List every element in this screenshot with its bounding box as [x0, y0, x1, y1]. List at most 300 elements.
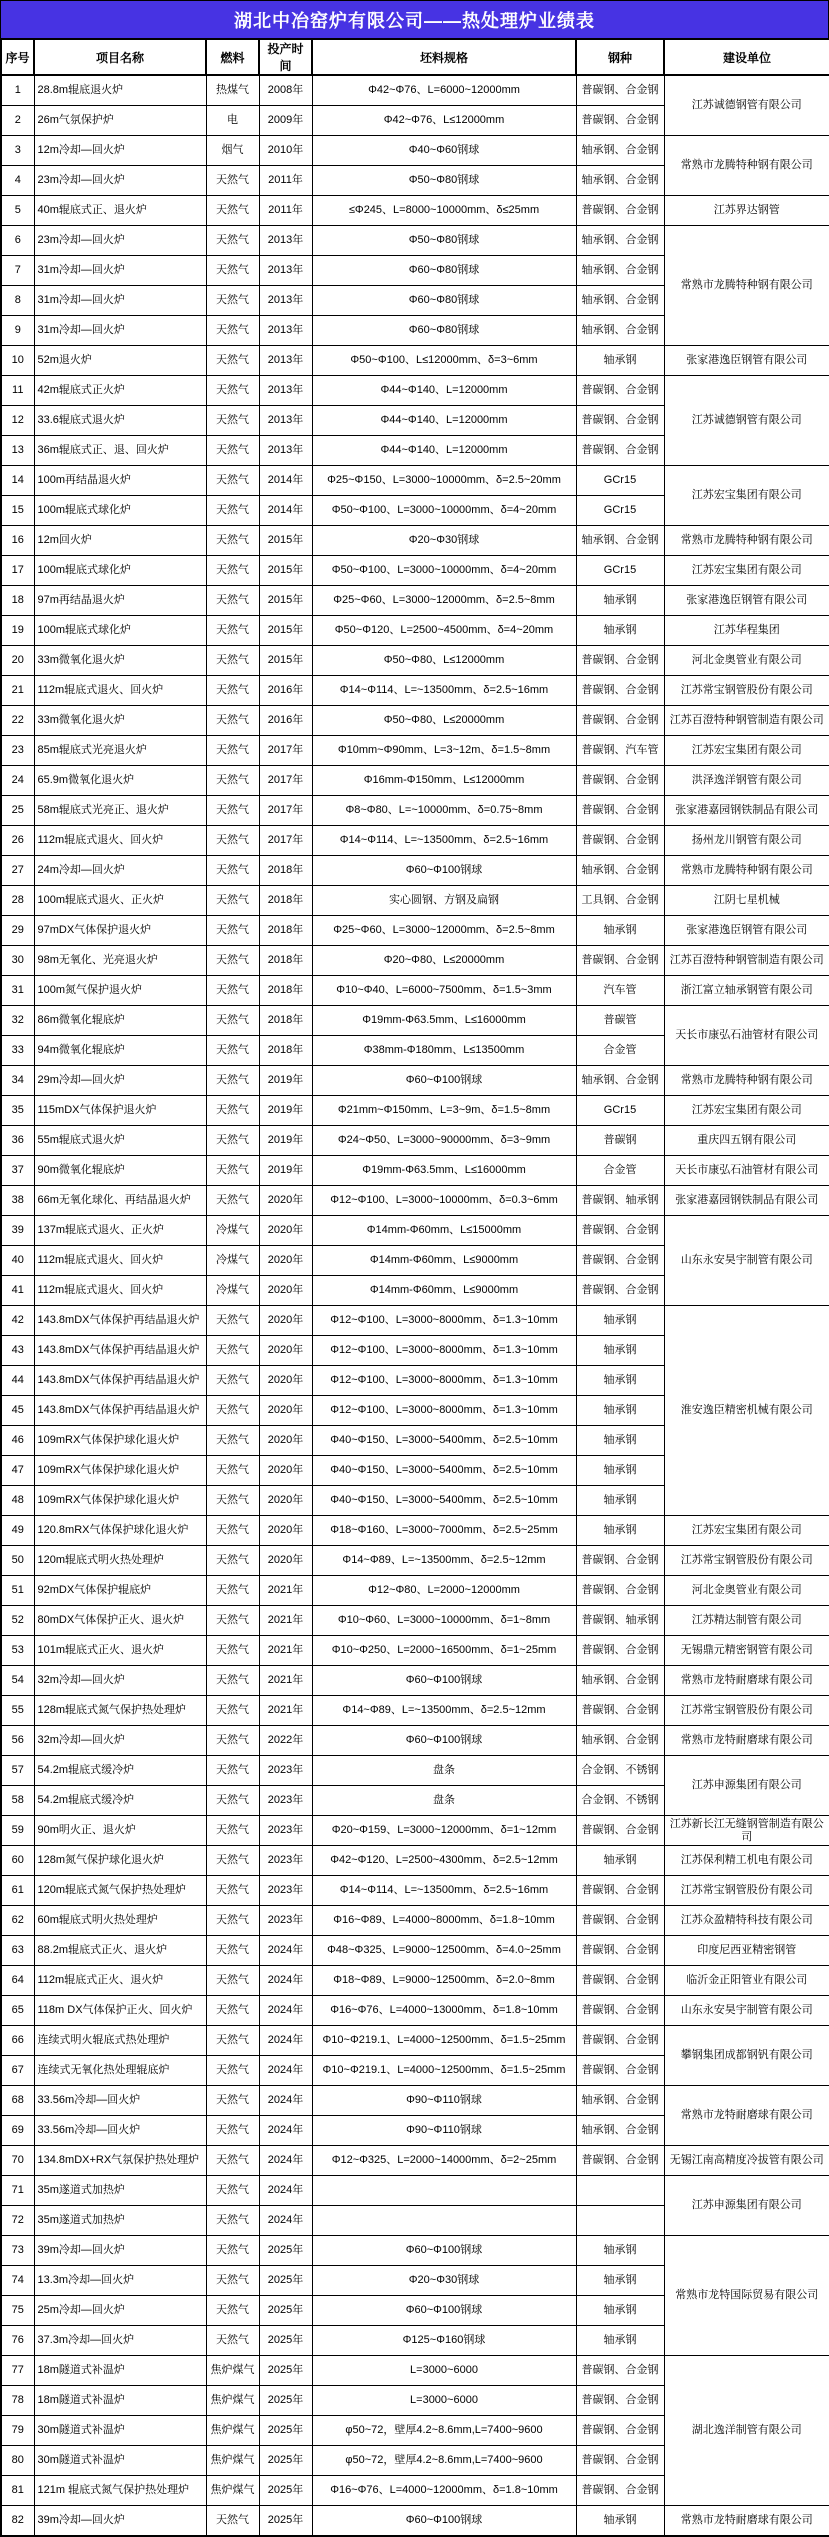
construction-unit-cell: 江苏华程集团	[664, 616, 829, 646]
steel-cell	[576, 2206, 664, 2236]
year-cell: 2013年	[259, 226, 312, 256]
fuel-cell: 焦炉煤气	[206, 2386, 259, 2416]
construction-unit-cell: 天长市康弘石油管材有限公司	[664, 1156, 829, 1186]
steel-cell: 普碳钢、合金钢	[576, 646, 664, 676]
fuel-cell: 天然气	[206, 1936, 259, 1966]
steel-cell: 普碳钢、合金钢	[576, 106, 664, 136]
row-number: 34	[1, 1066, 34, 1096]
spec-cell: Φ10~Φ60、L=3000~10000mm、δ=1~8mm	[312, 1606, 576, 1636]
project-name-cell: 100m辊底式球化炉	[34, 616, 206, 646]
project-name-cell: 37.3m冷却—回火炉	[34, 2326, 206, 2356]
fuel-cell: 天然气	[206, 1006, 259, 1036]
fuel-cell: 天然气	[206, 406, 259, 436]
steel-cell: 轴承钢	[576, 1486, 664, 1516]
year-cell: 2025年	[259, 2266, 312, 2296]
col-header-unit: 建设单位	[664, 39, 829, 75]
spec-cell: Φ44~Φ140、L=12000mm	[312, 436, 576, 466]
row-number: 28	[1, 886, 34, 916]
spec-cell: Φ40~Φ150、L=3000~5400mm、δ=2.5~10mm	[312, 1456, 576, 1486]
spec-cell: 盘条	[312, 1756, 576, 1786]
row-number: 20	[1, 646, 34, 676]
steel-cell: 普碳钢、合金钢	[576, 436, 664, 466]
table-row	[1, 226, 829, 256]
row-number: 71	[1, 2176, 34, 2206]
project-name-cell: 100m氮气保护退火炉	[34, 976, 206, 1006]
spec-cell: ≤Φ245、L=8000~10000mm、δ≤25mm	[312, 196, 576, 226]
table-row	[1, 886, 829, 916]
row-number: 49	[1, 1516, 34, 1546]
row-number: 56	[1, 1726, 34, 1756]
project-name-cell: 143.8mDX气体保护再结晶退火炉	[34, 1366, 206, 1396]
steel-cell: 轴承钢、合金钢	[576, 286, 664, 316]
steel-cell: GCr15	[576, 1096, 664, 1126]
fuel-cell: 天然气	[206, 1486, 259, 1516]
fuel-cell: 天然气	[206, 196, 259, 226]
project-name-cell: 23m冷却—回火炉	[34, 166, 206, 196]
construction-unit-cell: 常熟市龙特耐磨球有限公司	[664, 2086, 829, 2146]
row-number: 60	[1, 1846, 34, 1876]
project-name-cell: 25m冷却—回火炉	[34, 2296, 206, 2326]
project-name-cell: 86m微氧化辊底炉	[34, 1006, 206, 1036]
spec-cell: 盘条	[312, 1786, 576, 1816]
row-number: 47	[1, 1456, 34, 1486]
row-number: 27	[1, 856, 34, 886]
project-name-cell: 112m辊底式退火、回火炉	[34, 676, 206, 706]
steel-cell: 普碳钢、合金钢	[576, 1966, 664, 1996]
project-name-cell: 52m退火炉	[34, 346, 206, 376]
year-cell: 2020年	[259, 1516, 312, 1546]
construction-unit-cell: 淮安逸臣精密机械有限公司	[664, 1306, 829, 1516]
project-name-cell: 100m辊底式球化炉	[34, 556, 206, 586]
spec-cell: Φ12~Φ100、L=3000~8000mm、δ=1.3~10mm	[312, 1366, 576, 1396]
year-cell: 2017年	[259, 766, 312, 796]
steel-cell: 普碳钢、合金钢	[576, 1996, 664, 2026]
project-name-cell: 128m氮气保护球化退火炉	[34, 1846, 206, 1876]
spec-cell: Φ60~Φ100钢球	[312, 1726, 576, 1756]
table-row	[1, 1876, 829, 1906]
project-name-cell: 60m辊底式明火热处理炉	[34, 1906, 206, 1936]
construction-unit-cell: 江苏新长江无缝钢管制造有限公司	[664, 1816, 829, 1846]
construction-unit-cell: 天长市康弘石油管材有限公司	[664, 1006, 829, 1066]
year-cell: 2020年	[259, 1336, 312, 1366]
steel-cell: 轴承钢	[576, 1516, 664, 1546]
fuel-cell: 天然气	[206, 586, 259, 616]
project-name-cell: 92mDX气体保护辊底炉	[34, 1576, 206, 1606]
fuel-cell: 天然气	[206, 2176, 259, 2206]
steel-cell: 轴承钢	[576, 2506, 664, 2537]
row-number: 79	[1, 2416, 34, 2446]
table-row	[1, 1096, 829, 1126]
row-number: 44	[1, 1366, 34, 1396]
spec-cell: Φ21mm~Φ150mm、L=3~9m、δ=1.5~8mm	[312, 1096, 576, 1126]
construction-unit-cell: 常熟市龙特耐磨球有限公司	[664, 1726, 829, 1756]
fuel-cell: 天然气	[206, 1156, 259, 1186]
construction-unit-cell: 常熟市龙腾特种钢有限公司	[664, 226, 829, 346]
project-name-cell: 134.8mDX+RX气氛保护热处理炉	[34, 2146, 206, 2176]
fuel-cell: 天然气	[206, 1396, 259, 1426]
row-number: 48	[1, 1486, 34, 1516]
row-number: 64	[1, 1966, 34, 1996]
year-cell: 2021年	[259, 1696, 312, 1726]
steel-cell: 普碳钢、合金钢	[576, 826, 664, 856]
row-number: 3	[1, 136, 34, 166]
construction-unit-cell: 江苏宏宝集团有限公司	[664, 556, 829, 586]
row-number: 74	[1, 2266, 34, 2296]
table-row	[1, 706, 829, 736]
project-name-cell: 31m冷却—回火炉	[34, 256, 206, 286]
year-cell: 2017年	[259, 736, 312, 766]
project-name-cell: 143.8mDX气体保护再结晶退火炉	[34, 1306, 206, 1336]
project-name-cell: 101m辊底式正火、退火炉	[34, 1636, 206, 1666]
spec-cell: Φ12~Φ100、L=3000~8000mm、δ=1.3~10mm	[312, 1396, 576, 1426]
table-row	[1, 1726, 829, 1756]
steel-cell: 合金管	[576, 1156, 664, 1186]
row-number: 43	[1, 1336, 34, 1366]
year-cell: 2020年	[259, 1246, 312, 1276]
spec-cell: Φ125~Φ160钢球	[312, 2326, 576, 2356]
construction-unit-cell: 常熟市龙特国际贸易有限公司	[664, 2236, 829, 2356]
fuel-cell: 电	[206, 106, 259, 136]
table-row	[1, 1576, 829, 1606]
steel-cell: 合金钢、不锈钢	[576, 1786, 664, 1816]
spec-cell	[312, 2206, 576, 2236]
year-cell: 2018年	[259, 916, 312, 946]
fuel-cell: 天然气	[206, 1426, 259, 1456]
steel-cell: 普碳钢、合金钢	[576, 1576, 664, 1606]
construction-unit-cell: 洪泽逸洋钢管有限公司	[664, 766, 829, 796]
fuel-cell: 天然气	[206, 946, 259, 976]
spec-cell: L=3000~6000	[312, 2356, 576, 2386]
table-row	[1, 856, 829, 886]
construction-unit-cell: 常熟市龙腾特种钢有限公司	[664, 526, 829, 556]
steel-cell: 普碳钢	[576, 1126, 664, 1156]
steel-cell: 轴承钢、合金钢	[576, 316, 664, 346]
fuel-cell: 天然气	[206, 646, 259, 676]
spec-cell	[312, 2176, 576, 2206]
year-cell: 2021年	[259, 1576, 312, 1606]
year-cell: 2023年	[259, 1756, 312, 1786]
col-header-fuel: 燃料	[206, 39, 259, 75]
year-cell: 2023年	[259, 1816, 312, 1846]
fuel-cell: 冷煤气	[206, 1276, 259, 1306]
year-cell: 2020年	[259, 1396, 312, 1426]
project-name-cell: 连续式无氧化热处理辊底炉	[34, 2056, 206, 2086]
spec-cell: Φ14~Φ89、L=~13500mm、δ=2.5~12mm	[312, 1696, 576, 1726]
row-number: 50	[1, 1546, 34, 1576]
construction-unit-cell: 重庆四五钢有限公司	[664, 1126, 829, 1156]
spec-cell: Φ50~Φ80钢球	[312, 226, 576, 256]
project-name-cell: 30m隧道式补温炉	[34, 2446, 206, 2476]
spec-cell: Φ14~Φ114、L=~13500mm、δ=2.5~16mm	[312, 676, 576, 706]
project-name-cell: 33.56m冷却—回火炉	[34, 2086, 206, 2116]
fuel-cell: 天然气	[206, 166, 259, 196]
spec-cell: Φ19mm-Φ63.5mm、L≤16000mm	[312, 1156, 576, 1186]
spec-cell: Φ10mm~Φ90mm、L=3~12m、δ=1.5~8mm	[312, 736, 576, 766]
table-row	[1, 2236, 829, 2266]
spec-cell: Φ12~Φ100、L=3000~10000mm、δ=0.3~6mm	[312, 1186, 576, 1216]
table-row	[1, 2086, 829, 2116]
construction-unit-cell: 浙江富立轴承钢管有限公司	[664, 976, 829, 1006]
year-cell: 2013年	[259, 376, 312, 406]
project-name-cell: 18m隧道式补温炉	[34, 2386, 206, 2416]
construction-unit-cell: 常熟市龙特耐磨球有限公司	[664, 1666, 829, 1696]
project-name-cell: 54.2m辊底式缓冷炉	[34, 1786, 206, 1816]
steel-cell: 轴承钢	[576, 2296, 664, 2326]
table-row	[1, 1906, 829, 1936]
fuel-cell: 天然气	[206, 2296, 259, 2326]
year-cell: 2024年	[259, 2056, 312, 2086]
table-row	[1, 826, 829, 856]
steel-cell: 普碳钢、合金钢	[576, 1636, 664, 1666]
spec-cell: Φ40~Φ150、L=3000~5400mm、δ=2.5~10mm	[312, 1426, 576, 1456]
fuel-cell: 天然气	[206, 1996, 259, 2026]
spec-cell: Φ60~Φ100钢球	[312, 2236, 576, 2266]
steel-cell: 轴承钢	[576, 1306, 664, 1336]
construction-unit-cell: 江苏申源集团有限公司	[664, 2176, 829, 2236]
year-cell: 2020年	[259, 1486, 312, 1516]
construction-unit-cell: 常熟市龙特耐磨球有限公司	[664, 2506, 829, 2537]
fuel-cell: 天然气	[206, 1906, 259, 1936]
row-number: 77	[1, 2356, 34, 2386]
spec-cell: Φ60~Φ100钢球	[312, 1066, 576, 1096]
row-number: 18	[1, 586, 34, 616]
spec-cell: Φ10~Φ40、L=6000~7500mm、δ=1.5~3mm	[312, 976, 576, 1006]
fuel-cell: 热煤气	[206, 75, 259, 106]
spec-cell: Φ50~Φ100、L=3000~10000mm、δ=4~20mm	[312, 496, 576, 526]
fuel-cell: 天然气	[206, 2086, 259, 2116]
row-number: 21	[1, 676, 34, 706]
year-cell: 2015年	[259, 586, 312, 616]
year-cell: 2009年	[259, 106, 312, 136]
spec-cell: Φ50~Φ80、L≤20000mm	[312, 706, 576, 736]
spec-cell: φ50~72，壁厚4.2~8.6mm,L=7400~9600	[312, 2416, 576, 2446]
spec-cell: 实心圆钢、方钢及扁钢	[312, 886, 576, 916]
table-row	[1, 1006, 829, 1036]
year-cell: 2019年	[259, 1096, 312, 1126]
table-body	[1, 75, 829, 2536]
spec-cell: Φ16~Φ76、L=4000~12000mm、δ=1.8~10mm	[312, 2476, 576, 2506]
row-number: 46	[1, 1426, 34, 1456]
row-number: 80	[1, 2446, 34, 2476]
year-cell: 2024年	[259, 2176, 312, 2206]
spec-cell: Φ10~Φ219.1、L=4000~12500mm、δ=1.5~25mm	[312, 2056, 576, 2086]
steel-cell: 轴承钢、合金钢	[576, 526, 664, 556]
steel-cell: 普碳钢、合金钢	[576, 1876, 664, 1906]
row-number: 31	[1, 976, 34, 1006]
project-name-cell: 97m再结晶退火炉	[34, 586, 206, 616]
construction-unit-cell: 常熟市龙腾特种钢有限公司	[664, 1066, 829, 1096]
steel-cell: 普碳钢、合金钢	[576, 1246, 664, 1276]
fuel-cell: 天然气	[206, 286, 259, 316]
fuel-cell: 天然气	[206, 1456, 259, 1486]
project-name-cell: 109mRX气体保护球化退火炉	[34, 1426, 206, 1456]
project-name-cell: 121m 辊底式氮气保护热处理炉	[34, 2476, 206, 2506]
steel-cell: 汽车管	[576, 976, 664, 1006]
row-number: 51	[1, 1576, 34, 1606]
spec-cell: Φ44~Φ140、L=12000mm	[312, 406, 576, 436]
table-row	[1, 1306, 829, 1336]
row-number: 68	[1, 2086, 34, 2116]
steel-cell: 普碳钢、合金钢	[576, 2146, 664, 2176]
row-number: 72	[1, 2206, 34, 2236]
steel-cell: 工具钢、合金钢	[576, 886, 664, 916]
year-cell: 2025年	[259, 2446, 312, 2476]
project-name-cell: 39m冷却—回火炉	[34, 2236, 206, 2266]
project-name-cell: 137m辊底式退火、正火炉	[34, 1216, 206, 1246]
spec-cell: Φ42~Φ120、L=2500~4300mm、δ=2.5~12mm	[312, 1846, 576, 1876]
project-name-cell: 120m辊底式明火热处理炉	[34, 1546, 206, 1576]
year-cell: 2023年	[259, 1876, 312, 1906]
spec-cell: Φ14mm-Φ60mm、L≤15000mm	[312, 1216, 576, 1246]
table-row	[1, 1636, 829, 1666]
year-cell: 2013年	[259, 316, 312, 346]
construction-unit-cell: 江苏百澄特种钢管制造有限公司	[664, 946, 829, 976]
table-row	[1, 75, 829, 106]
steel-cell: 轴承钢、合金钢	[576, 136, 664, 166]
year-cell: 2020年	[259, 1456, 312, 1486]
steel-cell: 普碳钢、轴承钢	[576, 1186, 664, 1216]
construction-unit-cell: 江苏常宝钢管股份有限公司	[664, 676, 829, 706]
table-row	[1, 946, 829, 976]
table-row	[1, 526, 829, 556]
construction-unit-cell: 江苏常宝钢管股份有限公司	[664, 1696, 829, 1726]
table-row	[1, 466, 829, 496]
fuel-cell: 天然气	[206, 1546, 259, 1576]
year-cell: 2020年	[259, 1216, 312, 1246]
steel-cell: 轴承钢、合金钢	[576, 226, 664, 256]
year-cell: 2013年	[259, 256, 312, 286]
col-header-spec: 坯料规格	[312, 39, 576, 75]
construction-unit-cell: 印度尼西亚精密钢管	[664, 1936, 829, 1966]
steel-cell: 轴承钢、合金钢	[576, 2086, 664, 2116]
table-row	[1, 1996, 829, 2026]
project-name-cell: 120m辊底式氮气保护热处理炉	[34, 1876, 206, 1906]
spec-cell: Φ12~Φ100、L=3000~8000mm、δ=1.3~10mm	[312, 1336, 576, 1366]
construction-unit-cell: 山东永安昊宇制管有限公司	[664, 1996, 829, 2026]
spec-cell: Φ18~Φ160、L=3000~7000mm、δ=2.5~25mm	[312, 1516, 576, 1546]
spec-cell: Φ44~Φ140、L=12000mm	[312, 376, 576, 406]
project-name-cell: 143.8mDX气体保护再结晶退火炉	[34, 1336, 206, 1366]
year-cell: 2018年	[259, 1036, 312, 1066]
steel-cell: 轴承钢	[576, 586, 664, 616]
year-cell: 2013年	[259, 286, 312, 316]
project-name-cell: 31m冷却—回火炉	[34, 286, 206, 316]
project-name-cell: 29m冷却—回火炉	[34, 1066, 206, 1096]
construction-unit-cell: 张家港逸臣钢管有限公司	[664, 586, 829, 616]
row-number: 70	[1, 2146, 34, 2176]
table-row	[1, 976, 829, 1006]
construction-unit-cell: 江苏常宝钢管股份有限公司	[664, 1546, 829, 1576]
row-number: 10	[1, 346, 34, 376]
fuel-cell: 天然气	[206, 796, 259, 826]
steel-cell	[576, 2176, 664, 2206]
spec-cell: Φ20~Φ30钢球	[312, 526, 576, 556]
steel-cell: 普碳钢、合金钢	[576, 2386, 664, 2416]
project-name-cell: 143.8mDX气体保护再结晶退火炉	[34, 1396, 206, 1426]
spec-cell: Φ14~Φ114、L=~13500mm、δ=2.5~16mm	[312, 1876, 576, 1906]
fuel-cell: 天然气	[206, 316, 259, 346]
row-number: 54	[1, 1666, 34, 1696]
year-cell: 2024年	[259, 1966, 312, 1996]
year-cell: 2011年	[259, 166, 312, 196]
fuel-cell: 天然气	[206, 376, 259, 406]
fuel-cell: 冷煤气	[206, 1216, 259, 1246]
performance-table	[0, 38, 829, 2537]
fuel-cell: 天然气	[206, 1096, 259, 1126]
year-cell: 2016年	[259, 676, 312, 706]
fuel-cell: 天然气	[206, 2236, 259, 2266]
row-number: 32	[1, 1006, 34, 1036]
spec-cell: Φ16mm-Φ150mm、L≤12000mm	[312, 766, 576, 796]
row-number: 41	[1, 1276, 34, 1306]
row-number: 11	[1, 376, 34, 406]
steel-cell: 普碳钢、汽车管	[576, 736, 664, 766]
fuel-cell: 焦炉煤气	[206, 2356, 259, 2386]
steel-cell: 轴承钢	[576, 2326, 664, 2356]
row-number: 23	[1, 736, 34, 766]
spec-cell: Φ14mm-Φ60mm、L≤9000mm	[312, 1246, 576, 1276]
year-cell: 2025年	[259, 2326, 312, 2356]
project-name-cell: 100m再结晶退火炉	[34, 466, 206, 496]
col-header-steel: 钢种	[576, 39, 664, 75]
year-cell: 2018年	[259, 1006, 312, 1036]
table-row	[1, 556, 829, 586]
year-cell: 2022年	[259, 1726, 312, 1756]
steel-cell: 普碳钢、合金钢	[576, 2356, 664, 2386]
table-row	[1, 1936, 829, 1966]
row-number: 53	[1, 1636, 34, 1666]
spec-cell: Φ60~Φ80钢球	[312, 286, 576, 316]
table-row	[1, 796, 829, 826]
year-cell: 2018年	[259, 946, 312, 976]
steel-cell: 轴承钢	[576, 346, 664, 376]
project-name-cell: 23m冷却—回火炉	[34, 226, 206, 256]
spec-cell: Φ14mm-Φ60mm、L≤9000mm	[312, 1276, 576, 1306]
steel-cell: 普碳钢、合金钢	[576, 376, 664, 406]
fuel-cell: 天然气	[206, 1576, 259, 1606]
fuel-cell: 焦炉煤气	[206, 2476, 259, 2506]
year-cell: 2020年	[259, 1186, 312, 1216]
project-name-cell: 85m辊底式光亮退火炉	[34, 736, 206, 766]
project-name-cell: 65.9m微氧化退火炉	[34, 766, 206, 796]
fuel-cell: 天然气	[206, 1336, 259, 1366]
spec-cell: Φ12~Φ325、L=2000~14000mm、δ=2~25mm	[312, 2146, 576, 2176]
fuel-cell: 天然气	[206, 1366, 259, 1396]
project-name-cell: 128m辊底式氮气保护热处理炉	[34, 1696, 206, 1726]
year-cell: 2021年	[259, 1606, 312, 1636]
project-name-cell: 100m辊底式退火、正火炉	[34, 886, 206, 916]
table-row	[1, 1756, 829, 1786]
construction-unit-cell: 山东永安昊宇制管有限公司	[664, 1216, 829, 1306]
steel-cell: 轴承钢	[576, 916, 664, 946]
row-number: 62	[1, 1906, 34, 1936]
table-row	[1, 1696, 829, 1726]
row-number: 67	[1, 2056, 34, 2086]
construction-unit-cell: 湖北逸洋制管有限公司	[664, 2356, 829, 2506]
row-number: 8	[1, 286, 34, 316]
steel-cell: GCr15	[576, 496, 664, 526]
row-number: 58	[1, 1786, 34, 1816]
row-number: 5	[1, 196, 34, 226]
year-cell: 2025年	[259, 2506, 312, 2537]
project-name-cell: 13.3m冷却—回火炉	[34, 2266, 206, 2296]
steel-cell: 普碳钢、合金钢	[576, 1276, 664, 1306]
year-cell: 2014年	[259, 466, 312, 496]
spec-cell: Φ50~Φ100、L=3000~10000mm、δ=4~20mm	[312, 556, 576, 586]
fuel-cell: 天然气	[206, 226, 259, 256]
year-cell: 2020年	[259, 1426, 312, 1456]
spec-cell: Φ14~Φ89、L=~13500mm、δ=2.5~12mm	[312, 1546, 576, 1576]
